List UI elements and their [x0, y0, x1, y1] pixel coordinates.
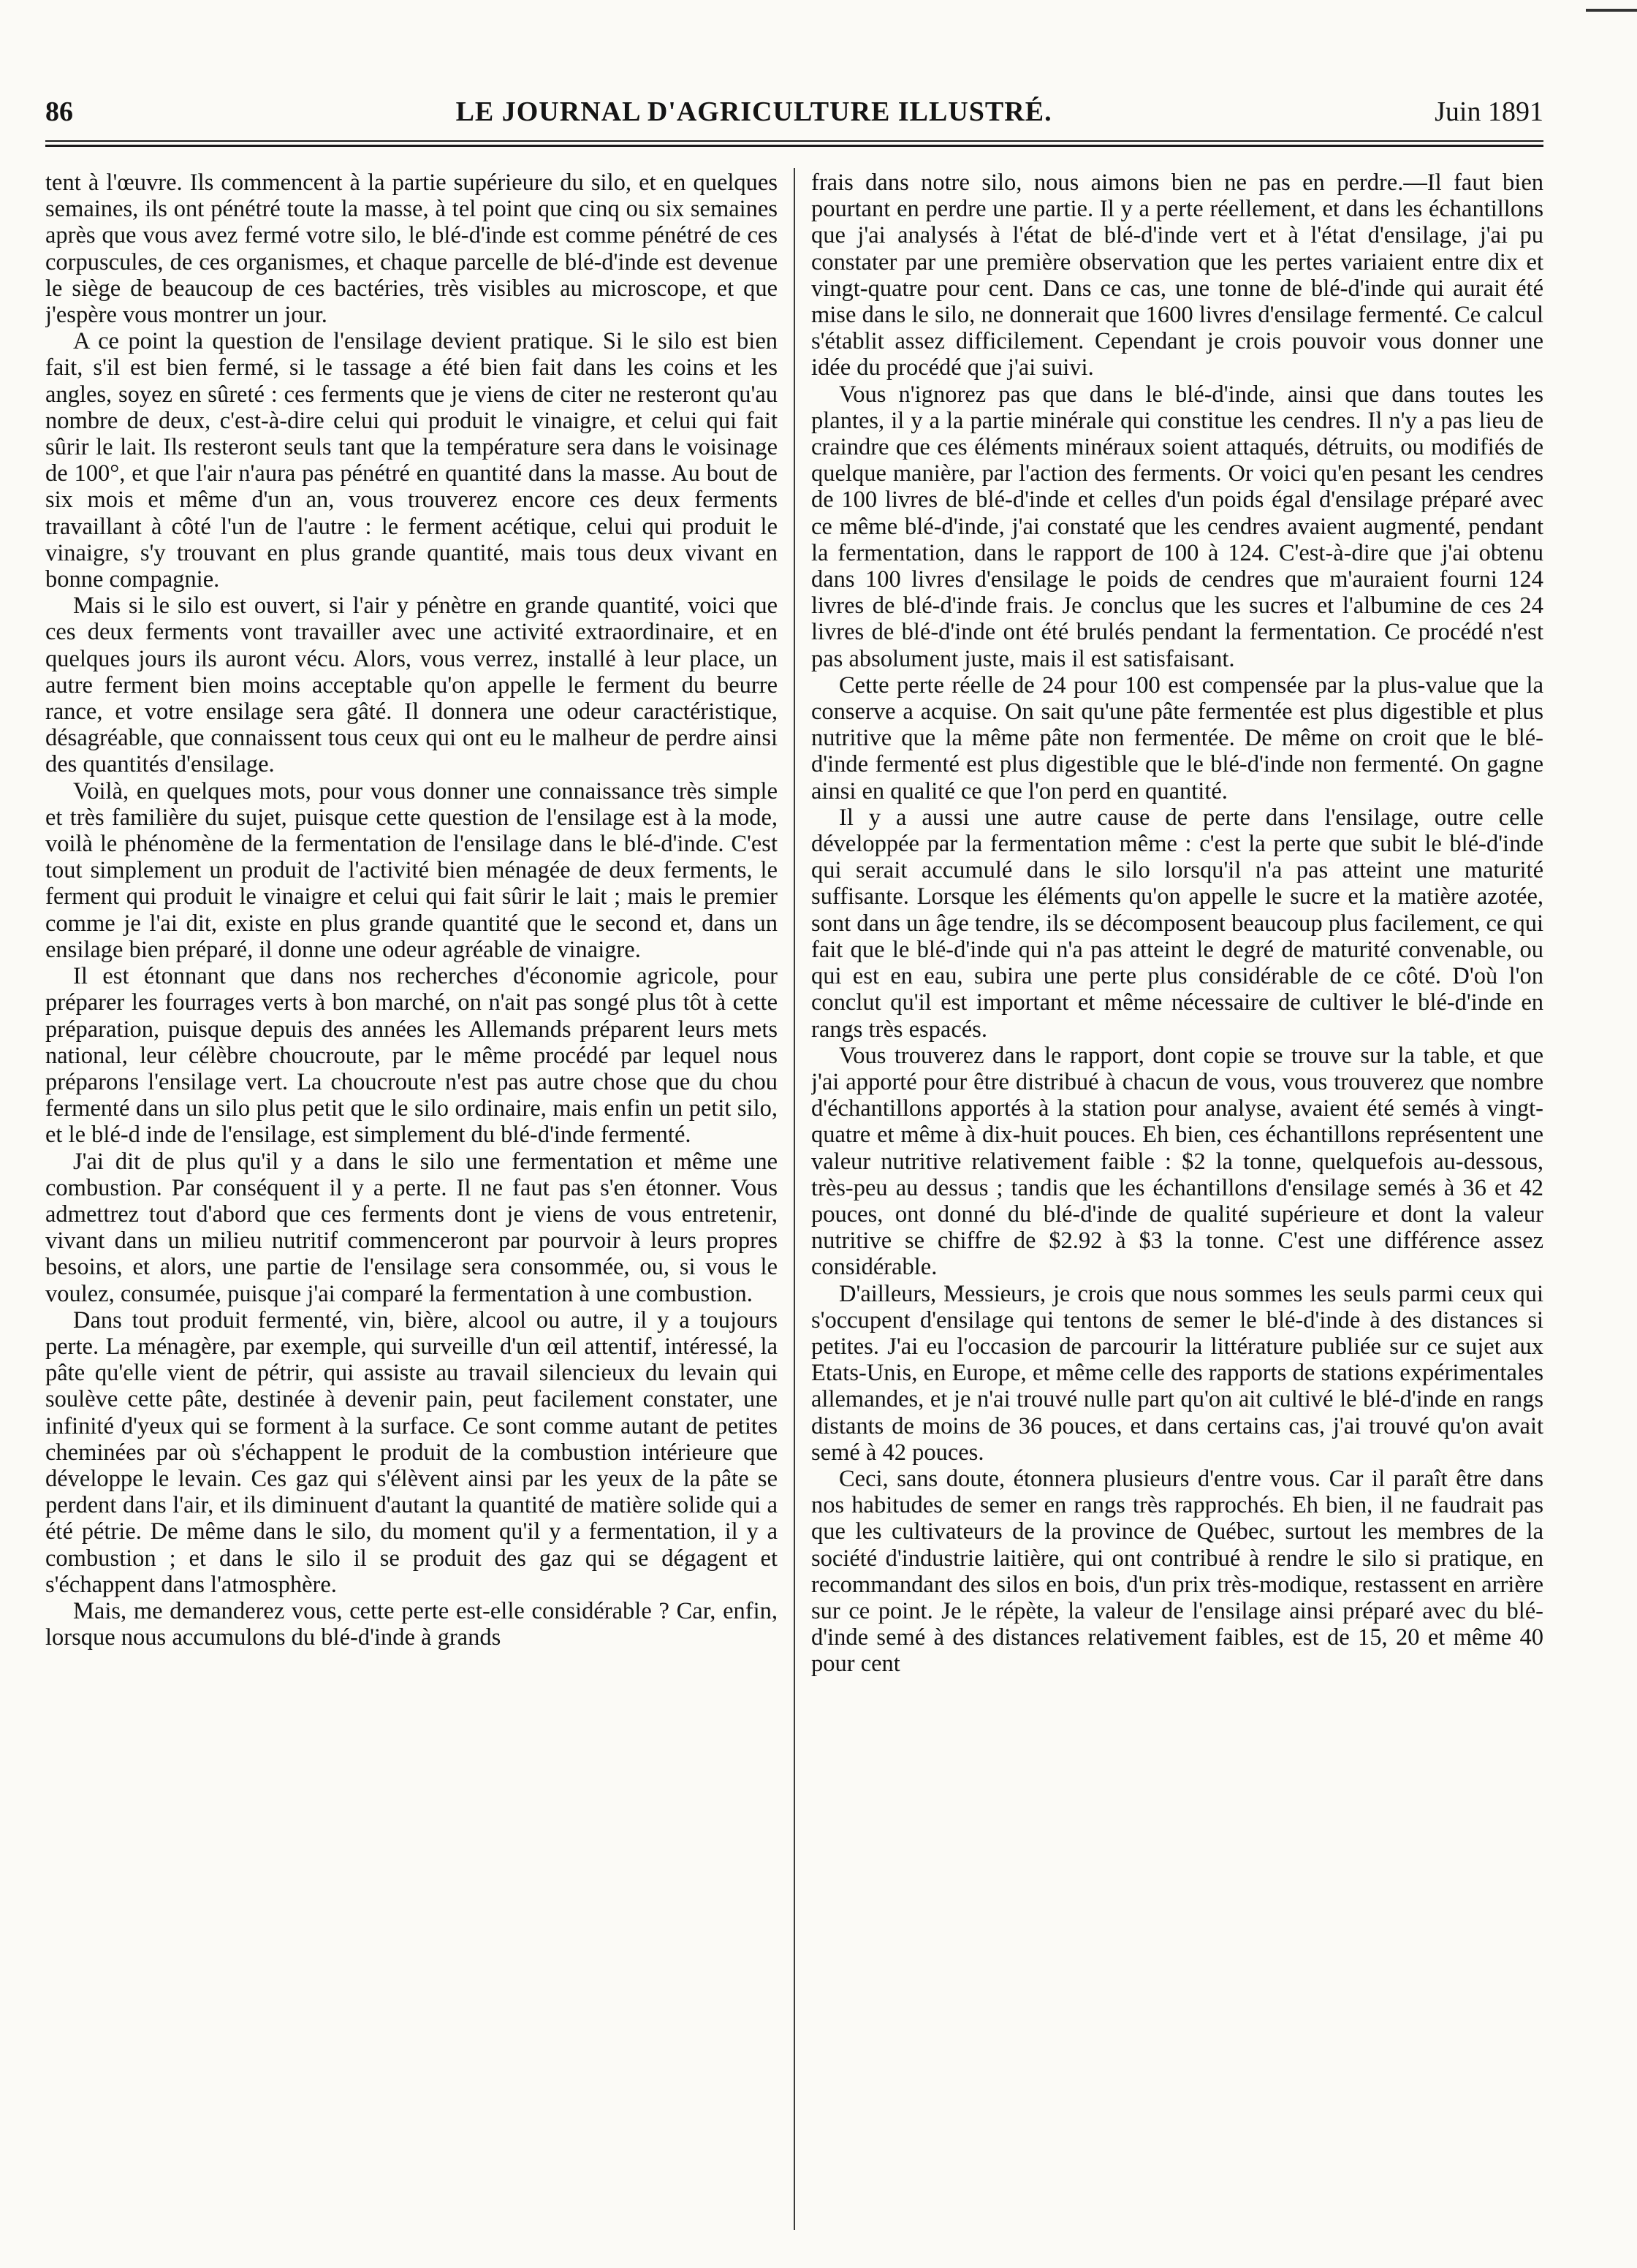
paragraph: Voilà, en quelques mots, pour vous donner une connaissance très simple et très familière du sujet, puisque cette question de l'ensilage est à la mode, voilà le phénomène de la fermentation de l'ensilage dans le blé-d'inde. C'est tout simplement un produit de l'activité bien ménagée de deux ferments, le ferment qui produit le vinaigre et celui qui fait sûrir le lait ; mais le premier comme je l'ai dit, existe en plus grande quantité que le second et, dans un ensilage bien préparé, il donne une odeur agréable de vinaigre. — [45, 777, 778, 963]
paragraph: Mais, me demanderez vous, cette perte est-elle considérable ? Car, enfin, lorsque nous accumulons du blé-d'inde à grands — [45, 1597, 778, 1651]
paragraph: Ceci, sans doute, étonnera plusieurs d'entre vous. Car il paraît être dans nos habitudes de semer en rangs très rapprochés. Eh bien, il ne faudrait pas que les cultivateurs de la province de Québec, surtout les membres de la société d'industrie laitière, qui ont contribué à rendre le silo si pratique, en recommandant des silos en bois, d'un prix très-modique, restassent en arrière sur ce point. Je le répète, la valeur de l'ensilage ainsi préparé avec du blé-d'inde semé à des distances relativement faibles, est de 15, 20 et même 40 pour cent — [811, 1465, 1543, 1678]
left-column — [45, 170, 778, 2230]
paragraph: J'ai dit de plus qu'il y a dans le silo une fermentation et même une combustion. Par conséquent il y a perte. Il ne faut pas s'en étonner. Vous admettrez tout d'abord que ces ferments dont je viens de vous entretenir, vivant dans un milieu nutritif commenceront par pourvoir à leurs propres besoins, et alors, une partie de l'ensilage sera consommée, ou, si vous le voulez, consumée, puisque j'ai comparé la fermentation à une combustion. — [45, 1148, 778, 1307]
paragraph: Vous n'ignorez pas que dans le blé-d'inde, ainsi que dans toutes les plantes, il y a la partie minérale qui constitue les cendres. Il n'y a pas lieu de craindre que ces éléments minéraux soient attaqués, détruits, ou modifiés de quelque manière, par l'action des ferments. Or voici qu'en pesant les cendres de 100 livres de blé-d'inde et celles d'un poids égal d'ensilage préparé avec ce même blé-d'inde, j'ai constaté que les cendres avaient augmenté, pendant la fermentation, dans le rapport de 100 à 124. C'est-à-dire que j'ai obtenu dans 100 livres d'ensilage le poids de cendres que m'auraient fourni 124 livres de blé-d'inde frais. Je conclus que les sucres et l'albumine de ces 24 livres de blé-d'inde ont été brulés pendant la fermentation. Ce procédé n'est pas absolument juste, mais il est satisfaisant. — [811, 381, 1543, 672]
paragraph: Mais si le silo est ouvert, si l'air y pénètre en grande quantité, voici que ces deux ferments vont travailler avec une activité extraordinaire, et en quelques jours ils auront vécu. Alors, vous verrez, installé à leur place, un autre ferment bien moins acceptable qu'on appelle le ferment du beurre rance, et votre ensilage sera gâté. Il donnera une odeur caractéristique, désagréable, que connaissent tous ceux qui ont eu le malheur de perdre ainsi des quantités d'ensilage. — [45, 593, 778, 778]
column-divider — [794, 168, 795, 2230]
running-header — [45, 86, 1543, 137]
paragraph: Vous trouverez dans le rapport, dont copie se trouve sur la table, et que j'ai apporté pour être distribué à chacun de vous, vous trouverez que nombre d'échantillons apportés à la station pour analyse, avaient été semés à vingt-quatre et même à dix-huit pouces. Eh bien, ces échantillons représentent une valeur nutritive relativement faible : $2 la tonne, quelquefois au-dessous, très-peu au dessus ; tandis que les échantillons d'ensilage semés à 36 et 42 pouces, ont donné du blé-d'inde de qualité supérieure et dont la valeur nutritive se chiffre de $2.92 à $3 la tonne. C'est une différence assez considérable. — [811, 1042, 1543, 1281]
issue-date: Juin 1891 — [1435, 96, 1543, 127]
scan-mark — [1586, 9, 1637, 12]
paragraph: Il y a aussi une autre cause de perte dans l'ensilage, outre celle développée par la fermentation même : c'est la perte que subit le blé-d'inde qui serait accumulé dans le silo lorsqu'il n'a pas atteint une maturité suffisante. Lorsque les éléments qu'on appelle le sucre et la matière azotée, sont dans un âge tendre, ils se décomposent beaucoup plus facilement, ce qui fait que le blé-d'inde qui n'a pas atteint le degré de maturité convenable, ou qui est en eau, subira une perte plus considérable de ce côté. D'où l'on conclut qu'il est important et même nécessaire de cultiver le blé-d'inde en rangs très espacés. — [811, 804, 1543, 1043]
right-column — [811, 170, 1543, 2230]
paragraph: frais dans notre silo, nous aimons bien ne pas en perdre.—Il faut bien pourtant en perdre une partie. Il y a perte réellement, et dans les échantillons que j'ai analysés à l'état de blé-d'inde vert et à l'état d'ensilage, j'ai pu constater par une première observation que les pertes variaient entre dix et vingt-quatre pour cent. Dans ce cas, une tonne de blé-d'inde qui aurait été mise dans le silo, ne donnerait que 1600 livres d'ensilage fermenté. Ce calcul s'établit assez difficilement. Cependant je crois pouvoir vous donner une idée du procédé que j'ai suivi. — [811, 170, 1543, 381]
header-rule — [45, 140, 1543, 142]
journal-title: LE JOURNAL D'AGRICULTURE ILLUSTRÉ. — [455, 96, 1052, 127]
text-columns — [45, 170, 1543, 2230]
paragraph: A ce point la question de l'ensilage devient pratique. Si le silo est bien fait, s'il est bien fermé, si le tassage a été bien fait dans les coins et les angles, soyez en sûreté : ces ferments que je viens de citer ne resteront qu'au nombre de deux, c'est-à-dire celui qui produit le vinaigre, et celui qui fait sûrir le lait. Ils resteront seuls tant que la température sera dans le voisinage de 100°, et que l'air n'aura pas pénétré en quantité dans la masse. Au bout de six mois et même d'un an, vous trouverez encore ces deux ferments travaillant à côté l'un de l'autre : le ferment acétique, celui qui produit le vinaigre, s'y trouvant en plus grande quantité, mais tous deux vivant en bonne compagnie. — [45, 328, 778, 593]
paragraph: Dans tout produit fermenté, vin, bière, alcool ou autre, il y a toujours perte. La ménagère, par exemple, qui surveille d'un œil attentif, intéressé, la pâte qu'elle vient de pétrir, qui assiste au travail silencieux du levain qui soulève cette pâte, destinée à devenir pain, peut facilement constater, une infinité d'yeux qui se forment à la surface. Ce sont comme autant de petites cheminées par où s'échappent le produit de la combustion intérieure que développe le levain. Ces gaz qui s'élèvent ainsi par les yeux de la pâte se perdent dans l'air, et ils diminuent d'autant la quantité de matière solide qui a été pétrie. De même dans le silo, du moment qu'il y a fermentation, il y a combustion ; et dans le silo il se produit des gaz qui se dégagent et s'échappent dans l'atmosphère. — [45, 1306, 778, 1598]
paragraph: D'ailleurs, Messieurs, je crois que nous sommes les seuls parmi ceux qui s'occupent d'ensilage qui tentons de semer le blé-d'inde à des distances si petites. J'ai eu l'occasion de parcourir la littérature publiée sur ce sujet aux Etats-Unis, en Europe, et même celle des rapports de stations expérimentales allemandes, et je n'ai trouvé nulle part qu'on ait cultivé le blé-d'inde en rangs distants de moins de 36 pouces, et dans certains cas, j'ai trouvé qu'on avait semé à 42 pouces. — [811, 1280, 1543, 1466]
page-number: 86 — [45, 96, 73, 127]
paragraph: Cette perte réelle de 24 pour 100 est compensée par la plus-value que la conserve a acquise. On sait qu'une pâte fermentée est plus digestible et plus nutritive que la même pâte non fermentée. De même on croit que le blé-d'inde fermenté est plus digestible que le blé-d'inde non fermenté. On gagne ainsi en qualité ce que l'on perd en quantité. — [811, 671, 1543, 804]
paragraph: Il est étonnant que dans nos recherches d'économie agricole, pour préparer les fourrages verts à bon marché, on n'ait pas songé plus tôt à cette préparation, puisque depuis des années les Allemands préparent leurs mets national, leur célèbre choucroute, par le même procédé par lequel nous préparons l'ensilage vert. La choucroute n'est pas autre chose que du chou fermenté dans un silo plus petit que le silo ordinaire, mais enfin un petit silo, et le blé-d inde de l'ensilage, est simplement du blé-d'inde fermenté. — [45, 963, 778, 1149]
header-rule-double — [45, 145, 1543, 147]
paragraph: tent à l'œuvre. Ils commencent à la partie supérieure du silo, et en quelques semaines, ils ont pénétré toute la masse, à tel point que cinq ou six semaines après que vous avez fermé votre silo, le blé-d'inde est comme pénétré de ces corpuscules, de ces organismes, et chaque parcelle de blé-d'inde est devenue le siège de beaucoup de ces bactéries, très visibles au microscope, et que j'espère vous montrer un jour. — [45, 170, 778, 329]
